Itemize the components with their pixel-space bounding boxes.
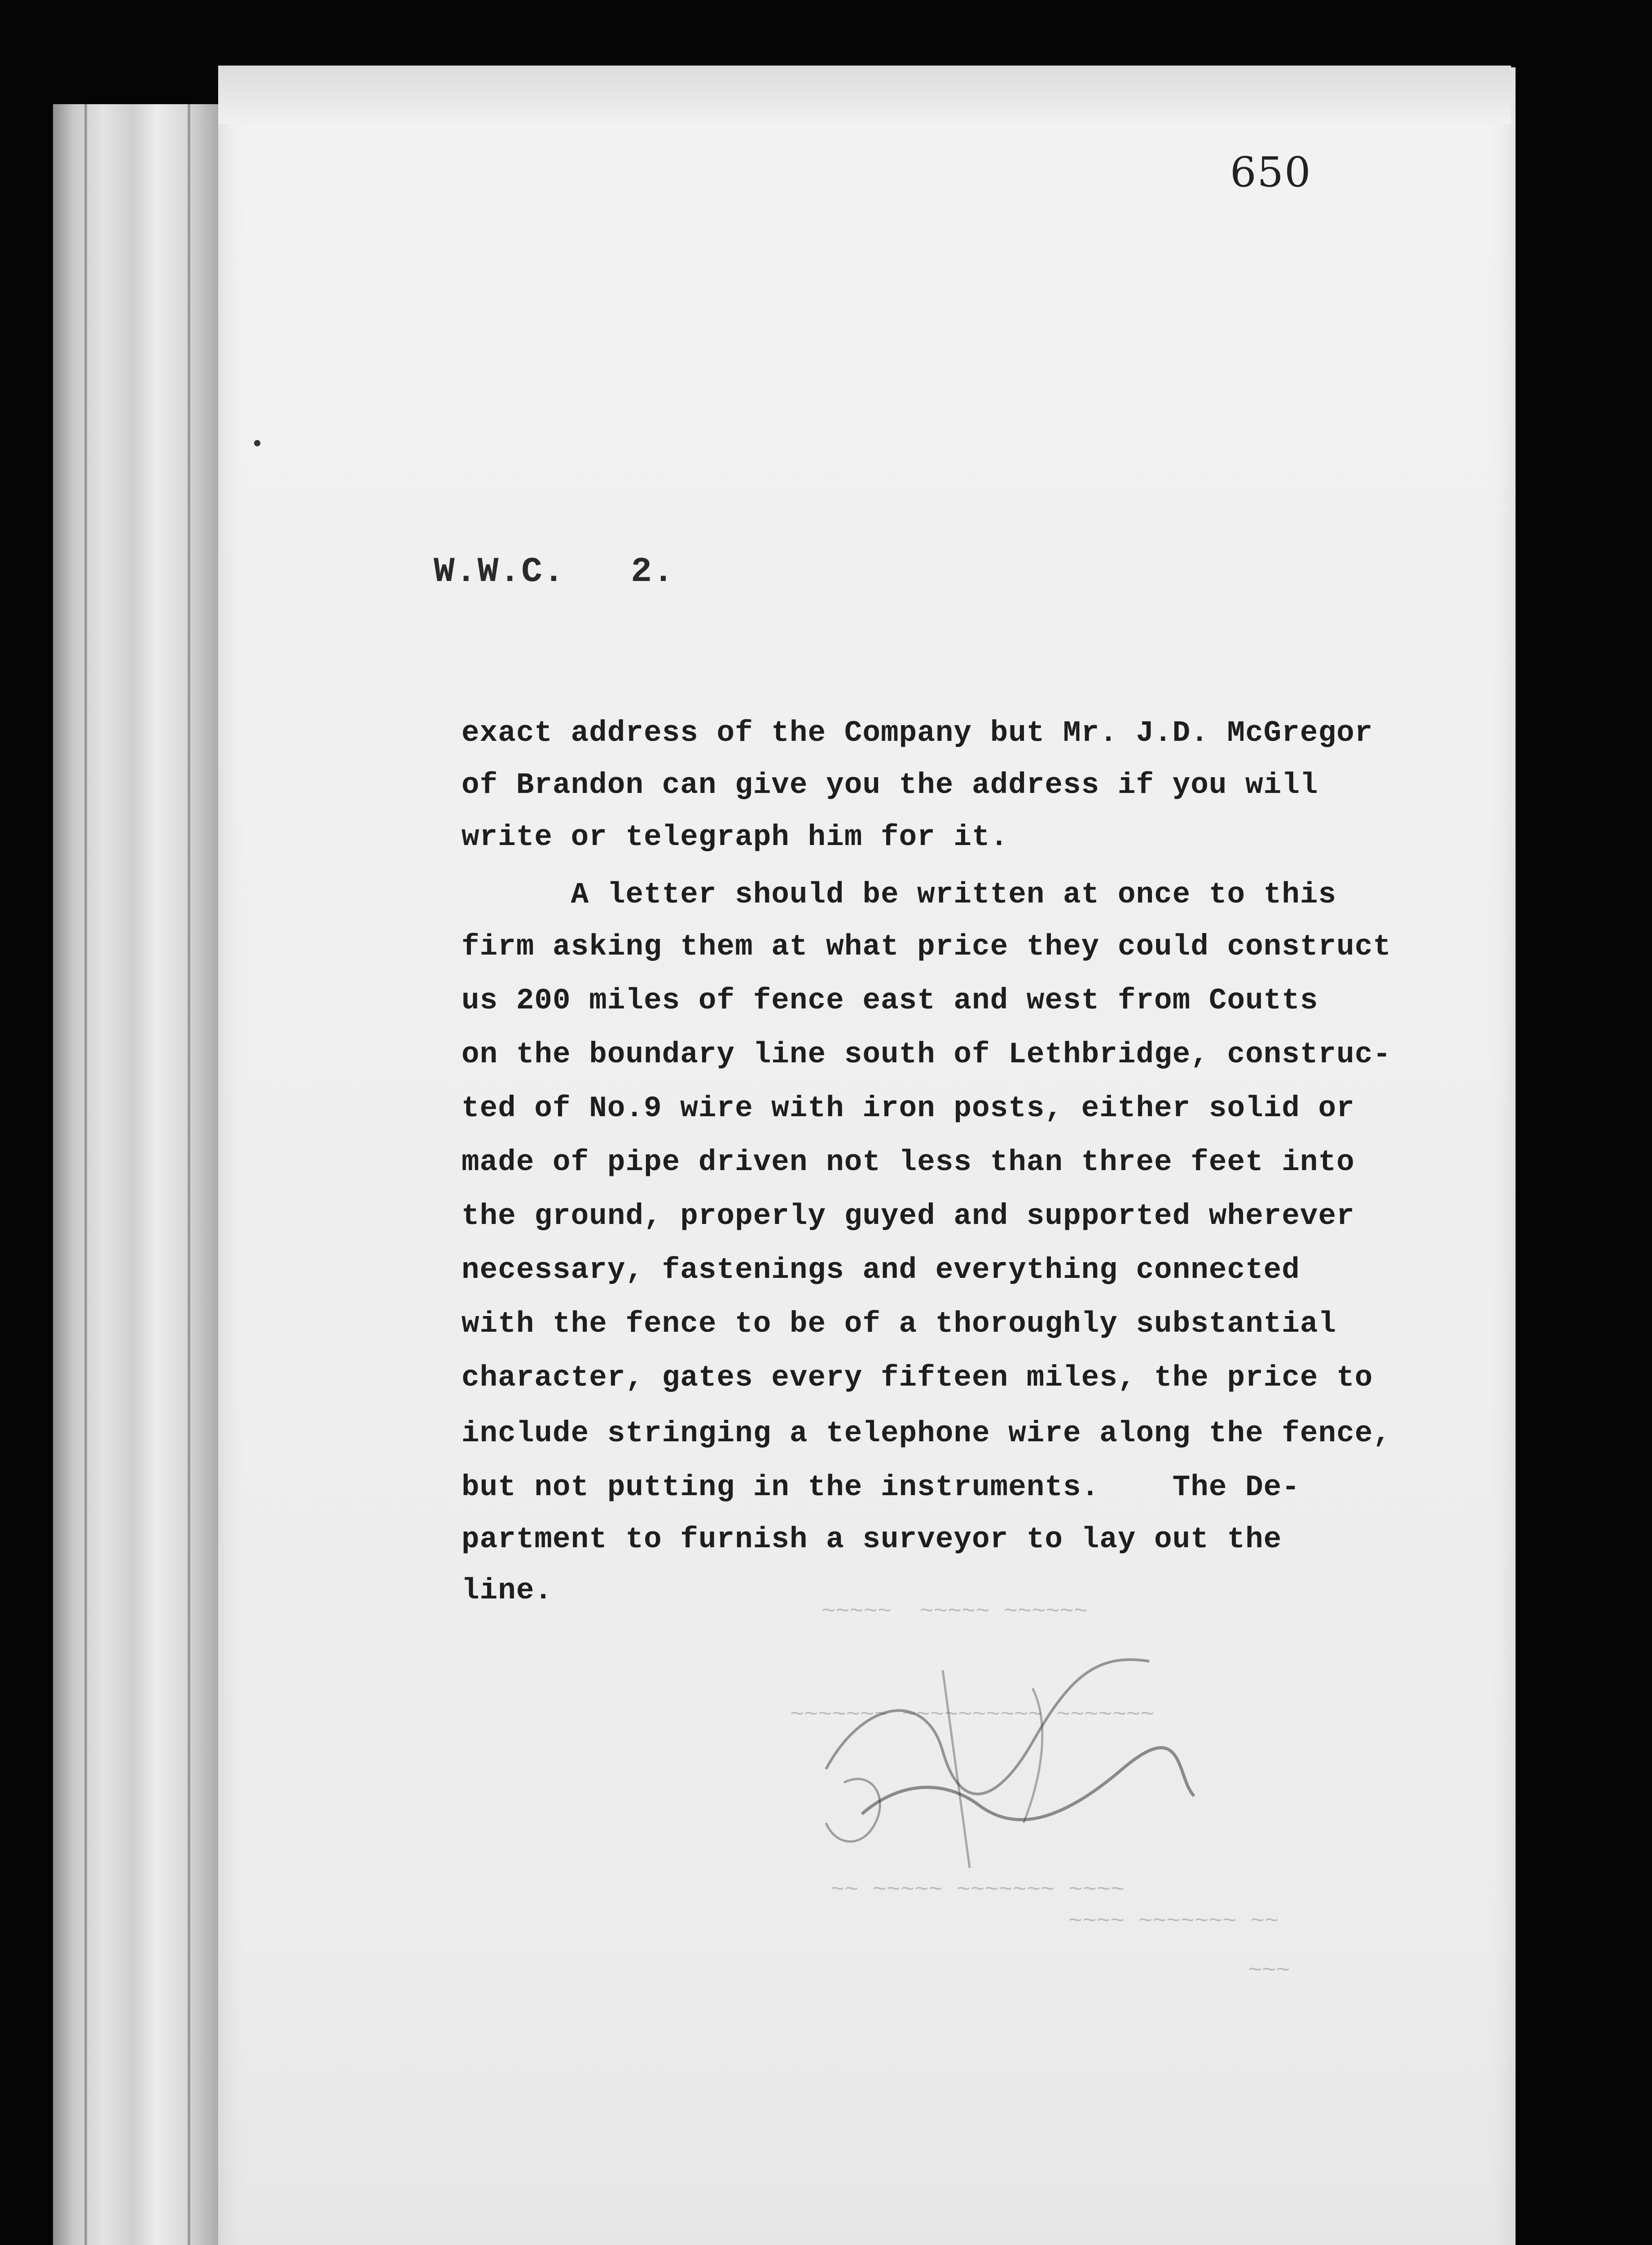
reference-heading: W.W.C. 2. bbox=[434, 552, 675, 592]
text-line: of Brandon can give you the address if you will bbox=[461, 768, 1318, 802]
text-line: include stringing a telephone wire along the fence, bbox=[461, 1417, 1391, 1450]
signature-scrawl bbox=[808, 1634, 1212, 1886]
speck-mark bbox=[254, 440, 260, 446]
text-line: write or telegraph him for it. bbox=[461, 820, 1009, 854]
text-line: but not putting in the instruments. The De- bbox=[461, 1470, 1300, 1504]
text-line: us 200 miles of fence east and west from Coutts bbox=[461, 984, 1318, 1017]
text-line: the ground, properly guyed and supported wherever bbox=[461, 1199, 1355, 1233]
text-line: ted of No.9 wire with iron posts, either solid or bbox=[461, 1092, 1355, 1125]
bleed-through-text: ~~ ~~~~~ ~~~~~~~ ~~~~ bbox=[830, 1877, 1125, 1903]
text-line: exact address of the Company but Mr. J.D. McGregor bbox=[461, 716, 1373, 750]
binding-edge-line bbox=[84, 104, 87, 2245]
bleed-through-text: ~~~~~~~ ~~~~~~~~~~ ~~~~~~~ bbox=[790, 1702, 1155, 1728]
text-line: A letter should be written at once to this bbox=[461, 878, 1337, 911]
binding-edge-line bbox=[188, 104, 190, 2245]
text-line: with the fence to be of a thoroughly substantial bbox=[461, 1307, 1337, 1341]
text-line: firm asking them at what price they could construct bbox=[461, 930, 1391, 964]
text-line: on the boundary line south of Lethbridge, construc- bbox=[461, 1038, 1391, 1071]
page-number: 650 bbox=[1230, 148, 1312, 196]
bleed-through-text: ~~~~~ ~~~~~ ~~~~~~ bbox=[822, 1598, 1088, 1625]
text-line: character, gates every fifteen miles, the price to bbox=[461, 1361, 1373, 1395]
bleed-through-text: ~~~~ ~~~~~~~ ~~ bbox=[1068, 1908, 1279, 1935]
text-line: made of pipe driven not less than three feet into bbox=[461, 1145, 1355, 1179]
text-line: necessary, fastenings and everything connected bbox=[461, 1253, 1300, 1287]
binding-strip bbox=[53, 104, 220, 2245]
text-line: partment to furnish a surveyor to lay out the bbox=[461, 1523, 1282, 1556]
text-line: line. bbox=[461, 1574, 553, 1607]
page-top-edge bbox=[218, 66, 1511, 124]
bleed-through-text: ~~~ bbox=[1248, 1958, 1290, 1984]
